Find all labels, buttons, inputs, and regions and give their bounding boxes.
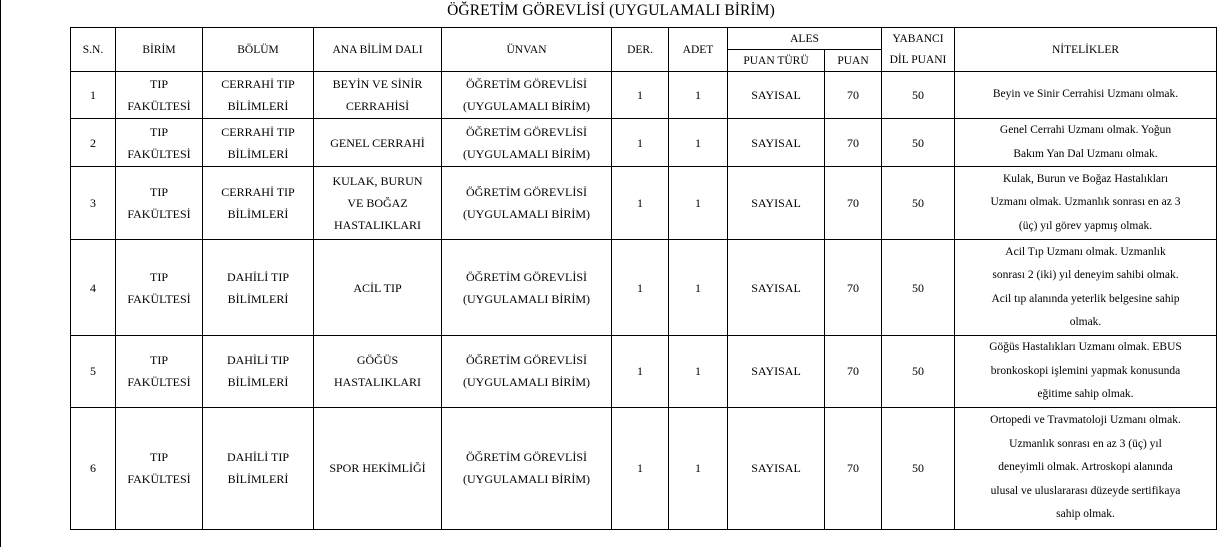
- table-row: [71, 119, 1217, 167]
- birim-cell-line: FAKÜLTESİ: [127, 375, 191, 390]
- ana-bilim-dali-cell: [314, 336, 442, 408]
- puan-cell: 70: [825, 240, 882, 336]
- header-ana-bilim-dali: ANA BİLİM DALI: [314, 28, 442, 72]
- nitelikler-cell-line: Genel Cerrahi Uzmanı olmak. Yoğun: [999, 124, 1172, 136]
- header-puan-turu: PUAN TÜRÜ: [728, 50, 825, 72]
- bolum-cell: [203, 119, 314, 167]
- nitelikler-cell-line: Acil tıp alanında yeterlik belgesine sahip: [991, 292, 1180, 305]
- sn-cell: 5: [71, 336, 116, 408]
- unvan-cell-line: (UYGULAMALI BİRİM): [463, 99, 590, 113]
- header-yabanci-line1: YABANCI: [892, 33, 944, 45]
- nitelikler-cell-line: Uzmanı olmak. Uzmanlık sonrası en az 3: [990, 196, 1181, 209]
- table-row: [71, 336, 1217, 408]
- nitelikler-cell-line: Uzmanlık sonrası en az 3 (üç) yıl: [1009, 437, 1162, 450]
- bolum-cell-line: BİLİMLERİ: [227, 291, 289, 306]
- nitelikler-cell-line: Acil Tıp Uzmanı olmak. Uzmanlık: [1005, 245, 1166, 258]
- puan-turu-cell: SAYISAL: [728, 119, 825, 167]
- table-row: [71, 167, 1217, 240]
- header-puan: PUAN: [825, 50, 882, 72]
- puan-turu-cell: SAYISAL: [728, 407, 825, 529]
- unvan-cell-line: ÖĞRETİM GÖREVLİSİ: [466, 353, 587, 368]
- birim-cell: [116, 72, 203, 119]
- der-cell: 1: [612, 407, 669, 529]
- header-der: DER.: [612, 28, 669, 72]
- bolum-cell-line: BİLİMLERİ: [227, 146, 289, 161]
- table-body: [71, 72, 1217, 530]
- birim-cell-line: TIP: [150, 124, 168, 139]
- ana-bilim-dali-cell: [314, 119, 442, 167]
- birim-cell: [116, 407, 203, 529]
- header-unvan: ÜNVAN: [442, 28, 612, 72]
- ana-bilim-dali-cell-line: GÖĞÜS: [356, 353, 399, 368]
- birim-cell-line: FAKÜLTESİ: [127, 472, 191, 486]
- ana-bilim-dali-cell-line: HASTALIKLARI: [333, 375, 422, 390]
- sn-cell: 1: [71, 72, 116, 119]
- ana-bilim-dali-cell-line: GENEL CERRAHİ: [330, 135, 425, 150]
- sn-cell: 4: [71, 240, 116, 336]
- header-yabanci-dil-puani: [882, 28, 955, 72]
- bolum-cell: [203, 167, 314, 240]
- nitelikler-cell-line: Kulak, Burun ve Boğaz Hastalıkları: [1002, 172, 1169, 185]
- nitelikler-cell-line: ulusal ve uluslararası düzeyde sertifikaya: [990, 484, 1181, 497]
- nitelikler-cell-line: sonrası 2 (iki) yıl deneyim sahibi olmak.: [992, 269, 1179, 281]
- bolum-cell-line: CERRAHİ TIP: [221, 185, 295, 199]
- unvan-cell-line: ÖĞRETİM GÖREVLİSİ: [466, 77, 587, 91]
- nitelikler-cell-line: Beyin ve Sinir Cerrahisi Uzmanı olmak.: [992, 88, 1179, 101]
- bolum-cell-line: CERRAHİ TIP: [221, 124, 295, 139]
- table-row: [71, 72, 1217, 119]
- adet-cell: 1: [669, 336, 728, 408]
- table-row: [71, 240, 1217, 336]
- sn-cell: 3: [71, 167, 116, 240]
- header-adet: ADET: [669, 28, 728, 72]
- unvan-cell-line: (UYGULAMALI BİRİM): [463, 291, 590, 306]
- nitelikler-cell: [955, 240, 1217, 336]
- unvan-cell-line: (UYGULAMALI BİRİM): [463, 375, 590, 390]
- ana-bilim-dali-cell-line: BEYİN VE SİNİR: [332, 77, 423, 91]
- birim-cell: [116, 336, 203, 408]
- ana-bilim-dali-cell-line: KULAK, BURUN: [332, 174, 423, 188]
- birim-cell: [116, 167, 203, 240]
- adet-cell: 1: [669, 407, 728, 529]
- header-ales: ALES: [728, 28, 882, 50]
- puan-cell: 70: [825, 119, 882, 167]
- birim-cell-line: FAKÜLTESİ: [127, 207, 191, 221]
- adet-cell: 1: [669, 72, 728, 119]
- unvan-cell: [442, 240, 612, 336]
- header-sn: S.N.: [71, 28, 116, 72]
- ana-bilim-dali-cell-line: VE BOĞAZ: [347, 196, 408, 210]
- bolum-cell-line: BİLİMLERİ: [227, 472, 289, 486]
- der-cell: 1: [612, 240, 669, 336]
- puan-cell: 70: [825, 336, 882, 408]
- nitelikler-cell: [955, 407, 1217, 529]
- birim-cell-line: TIP: [150, 353, 168, 368]
- birim-cell: [116, 240, 203, 336]
- header-yabanci-line2: DİL PUANI: [889, 54, 947, 66]
- nitelikler-cell: [955, 72, 1217, 119]
- bolum-cell-line: CERRAHİ TIP: [221, 77, 295, 91]
- bolum-cell-line: BİLİMLERİ: [227, 99, 289, 113]
- adet-cell: 1: [669, 240, 728, 336]
- yabanci-dil-puani-cell: 50: [882, 72, 955, 119]
- table-row: [71, 407, 1217, 529]
- puan-cell: 70: [825, 167, 882, 240]
- adet-cell: 1: [669, 167, 728, 240]
- yabanci-dil-puani-cell: 50: [882, 336, 955, 408]
- nitelikler-cell-line: eğitime sahip olmak.: [1037, 388, 1134, 400]
- birim-cell-line: FAKÜLTESİ: [127, 291, 191, 306]
- nitelikler-cell-line: deneyimli olmak. Artroskopi alanında: [998, 461, 1173, 474]
- unvan-cell-line: ÖĞRETİM GÖREVLİSİ: [466, 450, 587, 464]
- nitelikler-cell-line: bronkoskopi işlemini yapmak konusunda: [990, 364, 1181, 377]
- ana-bilim-dali-cell-line: CERRAHİSİ: [345, 99, 410, 113]
- puan-turu-cell: SAYISAL: [728, 72, 825, 119]
- unvan-cell: [442, 72, 612, 119]
- unvan-cell: [442, 336, 612, 408]
- puan-turu-cell: SAYISAL: [728, 336, 825, 408]
- der-cell: 1: [612, 167, 669, 240]
- ana-bilim-dali-cell-line: ACİL TIP: [353, 280, 402, 295]
- nitelikler-cell-line: Göğüs Hastalıkları Uzmanı olmak. EBUS: [989, 341, 1182, 353]
- nitelikler-cell: [955, 167, 1217, 240]
- der-cell: 1: [612, 72, 669, 119]
- birim-cell-line: TIP: [150, 185, 168, 199]
- unvan-cell: [442, 119, 612, 167]
- puan-turu-cell: SAYISAL: [728, 240, 825, 336]
- header-bolum: BÖLÜM: [203, 28, 314, 72]
- bolum-cell-line: BİLİMLERİ: [227, 375, 289, 390]
- puan-turu-cell: SAYISAL: [728, 167, 825, 240]
- bolum-cell: [203, 407, 314, 529]
- unvan-cell: [442, 407, 612, 529]
- adet-cell: 1: [669, 119, 728, 167]
- bolum-cell: [203, 240, 314, 336]
- unvan-cell-line: (UYGULAMALI BİRİM): [463, 472, 590, 486]
- unvan-cell-line: (UYGULAMALI BİRİM): [463, 146, 590, 161]
- unvan-cell-line: ÖĞRETİM GÖREVLİSİ: [466, 185, 587, 199]
- der-cell: 1: [612, 119, 669, 167]
- nitelikler-cell-line: Ortopedi ve Travmatoloji Uzmanı olmak.: [990, 414, 1181, 427]
- ana-bilim-dali-cell-line: SPOR HEKİMLİĞİ: [329, 461, 426, 475]
- puan-cell: 70: [825, 72, 882, 119]
- birim-cell-line: TIP: [150, 77, 168, 91]
- ana-bilim-dali-cell: [314, 72, 442, 119]
- bolum-cell-line: DAHİLİ TIP: [226, 450, 290, 464]
- unvan-cell-line: (UYGULAMALI BİRİM): [463, 207, 590, 221]
- yabanci-dil-puani-cell: 50: [882, 119, 955, 167]
- sn-cell: 6: [71, 407, 116, 529]
- ana-bilim-dali-cell-line: HASTALIKLARI: [333, 218, 422, 232]
- bolum-cell: [203, 72, 314, 119]
- yabanci-dil-puani-cell: 50: [882, 407, 955, 529]
- nitelikler-cell: [955, 336, 1217, 408]
- ana-bilim-dali-cell: [314, 240, 442, 336]
- nitelikler-cell: [955, 119, 1217, 167]
- nitelikler-cell-line: Bakım Yan Dal Uzmanı olmak.: [1013, 147, 1158, 160]
- nitelikler-cell-line: sahip olmak.: [1056, 508, 1115, 521]
- header-nitelikler: NİTELİKLER: [955, 28, 1217, 72]
- unvan-cell-line: ÖĞRETİM GÖREVLİSİ: [466, 124, 587, 139]
- bolum-cell: [203, 336, 314, 408]
- page-left-border: [0, 0, 1, 547]
- nitelikler-cell-line: olmak.: [1069, 316, 1102, 328]
- ana-bilim-dali-cell: [314, 167, 442, 240]
- nitelikler-cell-line: (üç) yıl görev yapmış olmak.: [1018, 219, 1153, 232]
- unvan-cell: [442, 167, 612, 240]
- puan-cell: 70: [825, 407, 882, 529]
- birim-cell: [116, 119, 203, 167]
- bolum-cell-line: DAHİLİ TIP: [226, 353, 290, 368]
- yabanci-dil-puani-cell: 50: [882, 240, 955, 336]
- positions-table: [70, 27, 1217, 530]
- bolum-cell-line: BİLİMLERİ: [227, 207, 289, 221]
- der-cell: 1: [612, 336, 669, 408]
- unvan-cell-line: ÖĞRETİM GÖREVLİSİ: [466, 269, 587, 284]
- birim-cell-line: TIP: [150, 450, 168, 464]
- birim-cell-line: FAKÜLTESİ: [127, 146, 191, 161]
- bolum-cell-line: DAHİLİ TIP: [226, 269, 290, 284]
- header-birim: BİRİM: [116, 28, 203, 72]
- page-title: ÖĞRETİM GÖREVLİSİ (UYGULAMALI BİRİM): [447, 2, 775, 19]
- birim-cell-line: TIP: [150, 269, 168, 284]
- sn-cell: 2: [71, 119, 116, 167]
- yabanci-dil-puani-cell: 50: [882, 167, 955, 240]
- birim-cell-line: FAKÜLTESİ: [127, 99, 191, 113]
- ana-bilim-dali-cell: [314, 407, 442, 529]
